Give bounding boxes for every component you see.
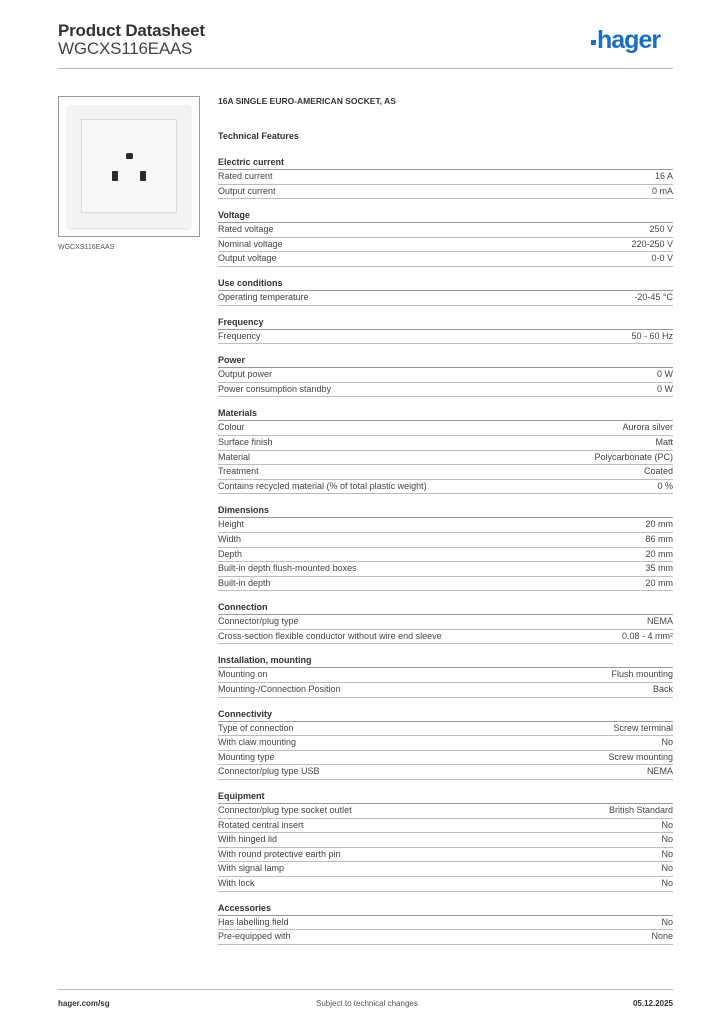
- spec-value: 250 V: [649, 224, 673, 235]
- spec-row: [218, 877, 673, 892]
- spec-section: [218, 316, 673, 345]
- spec-row: [218, 736, 673, 751]
- spec-row: [218, 630, 673, 645]
- spec-value: Flush mounting: [611, 669, 673, 680]
- footer-notice: Subject to technical changes: [316, 999, 418, 1008]
- image-caption: WGCXS116EAAS: [58, 244, 115, 251]
- spec-label: Operating temperature: [218, 291, 309, 302]
- section-title: Voltage: [218, 209, 673, 223]
- spec-value: 35 mm: [645, 563, 673, 574]
- page-title: Product Datasheet: [58, 21, 205, 40]
- spec-value: 0 W: [656, 383, 673, 394]
- spec-label: Surface finish: [218, 436, 273, 447]
- socket-insert: [81, 119, 177, 213]
- spec-value: No: [661, 737, 673, 748]
- spec-section: [218, 407, 673, 494]
- spec-label: With round protective earth pin: [218, 848, 341, 859]
- spec-row: [218, 668, 673, 683]
- spec-section: [218, 209, 673, 267]
- spec-label: Contains recycled material (% of total plastic weight): [218, 480, 427, 491]
- spec-content: [218, 96, 673, 955]
- spec-value: No: [661, 863, 673, 874]
- spec-label: Connector/plug type: [218, 616, 299, 627]
- spec-row: [218, 238, 673, 253]
- spec-value: NEMA: [646, 616, 673, 627]
- spec-value: Aurora silver: [622, 422, 673, 433]
- footer-date: 05.12.2025: [632, 999, 673, 1008]
- spec-value: 20 mm: [645, 519, 673, 530]
- spec-row: [218, 421, 673, 436]
- spec-row: [218, 683, 673, 698]
- spec-label: Output current: [218, 185, 276, 196]
- earth-pin-icon: [126, 153, 133, 159]
- section-title: Power: [218, 354, 673, 368]
- spec-label: With signal lamp: [218, 863, 285, 874]
- spec-label: Cross-section flexible conductor without wire end sleeve: [218, 630, 442, 641]
- spec-label: Mounting type: [218, 751, 275, 762]
- spec-value: 16 A: [654, 171, 673, 181]
- spec-row: [218, 833, 673, 848]
- spec-value: NEMA: [646, 766, 673, 777]
- spec-value: None: [651, 931, 673, 942]
- spec-label: Treatment: [218, 466, 259, 477]
- spec-row: [218, 916, 673, 931]
- spec-row: [218, 451, 673, 466]
- spec-row: [218, 518, 673, 533]
- spec-value: Screw mounting: [608, 751, 673, 762]
- spec-value: Coated: [643, 466, 673, 477]
- spec-row: [218, 185, 673, 200]
- spec-value: 0-0 V: [651, 253, 673, 264]
- spec-value: 50 - 60 Hz: [631, 330, 673, 341]
- neutral-pin-icon: [140, 171, 146, 181]
- spec-value: Back: [652, 684, 673, 695]
- spec-row: [218, 291, 673, 306]
- spec-row: [218, 383, 673, 398]
- spec-row: [218, 615, 673, 630]
- spec-value: British Standard: [608, 805, 673, 816]
- spec-row: [218, 465, 673, 480]
- spec-label: Nominal voltage: [218, 238, 283, 249]
- spec-label: Height: [218, 519, 245, 530]
- spec-row: [218, 368, 673, 383]
- spec-row: [218, 480, 673, 495]
- spec-section: [218, 708, 673, 780]
- spec-value: No: [661, 848, 673, 859]
- spec-label: With lock: [218, 878, 255, 888]
- footer-website: hager.com/sg: [58, 999, 110, 1008]
- section-title: Dimensions: [218, 504, 673, 518]
- spec-value: No: [661, 834, 673, 845]
- spec-section: [218, 277, 673, 306]
- spec-value: 220-250 V: [631, 238, 673, 249]
- spec-label: Material: [218, 451, 251, 462]
- spec-label: Depth: [218, 548, 243, 559]
- spec-row: [218, 765, 673, 780]
- spec-value: 20 mm: [645, 577, 673, 588]
- spec-label: Mounting-/Connection Position: [218, 684, 341, 695]
- spec-sections: [218, 156, 673, 945]
- spec-value: Polycarbonate (PC): [594, 451, 673, 462]
- spec-label: Pre-equipped with: [218, 931, 291, 942]
- spec-label: With hinged lid: [218, 834, 278, 845]
- section-title: Installation, mounting: [218, 654, 673, 668]
- section-title: Connection: [218, 601, 673, 615]
- spec-section: [218, 654, 673, 697]
- spec-value: 20 mm: [645, 548, 673, 559]
- spec-row: [218, 170, 673, 185]
- spec-value: 0 W: [656, 369, 673, 380]
- spec-label: Connector/plug type socket outlet: [218, 805, 352, 816]
- spec-row: [218, 330, 673, 345]
- spec-label: With claw mounting: [218, 737, 297, 748]
- section-title: Equipment: [218, 790, 673, 804]
- section-title: Materials: [218, 407, 673, 421]
- spec-value: 0.08 - 4 mm²: [621, 630, 673, 641]
- header-divider: [58, 68, 673, 69]
- product-image: [58, 96, 200, 237]
- spec-section: [218, 601, 673, 644]
- spec-label: Output power: [218, 369, 273, 380]
- spec-label: Frequency: [218, 330, 261, 341]
- spec-value: No: [661, 878, 673, 888]
- spec-value: 0 %: [657, 480, 673, 491]
- logo-dot-icon: [591, 40, 596, 45]
- spec-label: Has labelling field: [218, 916, 289, 927]
- spec-row: [218, 252, 673, 267]
- spec-label: Built-in depth flush-mounted boxes: [218, 563, 357, 574]
- spec-label: Power consumption standby: [218, 383, 332, 394]
- spec-value: No: [661, 819, 673, 830]
- section-title: Accessories: [218, 902, 673, 916]
- spec-label: Mounting on: [218, 669, 268, 680]
- spec-row: [218, 862, 673, 877]
- spec-row: [218, 848, 673, 863]
- logo-text: hager: [597, 26, 661, 54]
- spec-label: Rated current: [218, 171, 273, 181]
- spec-value: 0 mA: [651, 185, 673, 196]
- spec-label: Output voltage: [218, 253, 277, 264]
- spec-value: 86 mm: [645, 533, 673, 544]
- hager-logo: [591, 26, 660, 55]
- socket-plate: [67, 105, 191, 228]
- spec-section: [218, 156, 673, 199]
- live-pin-icon: [112, 171, 118, 181]
- spec-row: [218, 548, 673, 563]
- spec-label: Connector/plug type USB: [218, 766, 320, 777]
- spec-value: No: [661, 916, 673, 927]
- spec-label: Rated voltage: [218, 224, 274, 235]
- section-title: Frequency: [218, 316, 673, 330]
- spec-row: [218, 223, 673, 238]
- spec-label: Width: [218, 533, 242, 544]
- spec-row: [218, 722, 673, 737]
- spec-label: Built-in depth: [218, 577, 271, 588]
- technical-features-heading: Technical Features: [218, 131, 299, 141]
- spec-section: [218, 354, 673, 397]
- footer-divider: [58, 989, 673, 990]
- spec-section: [218, 504, 673, 591]
- spec-section: [218, 790, 673, 892]
- section-title: Electric current: [218, 156, 673, 170]
- spec-value: -20-45 °C: [634, 291, 673, 302]
- spec-section: [218, 902, 673, 945]
- product-name: 16A SINGLE EURO-AMERICAN SOCKET, AS: [218, 96, 396, 106]
- section-title: Connectivity: [218, 708, 673, 722]
- spec-label: Colour: [218, 422, 245, 433]
- spec-value: Screw terminal: [613, 722, 673, 733]
- spec-row: [218, 819, 673, 834]
- spec-row: [218, 436, 673, 451]
- spec-label: Rotated central insert: [218, 819, 304, 830]
- section-title: Use conditions: [218, 277, 673, 291]
- spec-row: [218, 751, 673, 766]
- spec-row: [218, 930, 673, 945]
- spec-value: Matt: [655, 436, 673, 447]
- spec-row: [218, 562, 673, 577]
- spec-row: [218, 577, 673, 592]
- product-code: WGCXS116EAAS: [58, 39, 193, 58]
- spec-row: [218, 533, 673, 548]
- spec-row: [218, 804, 673, 819]
- spec-label: Type of connection: [218, 722, 294, 733]
